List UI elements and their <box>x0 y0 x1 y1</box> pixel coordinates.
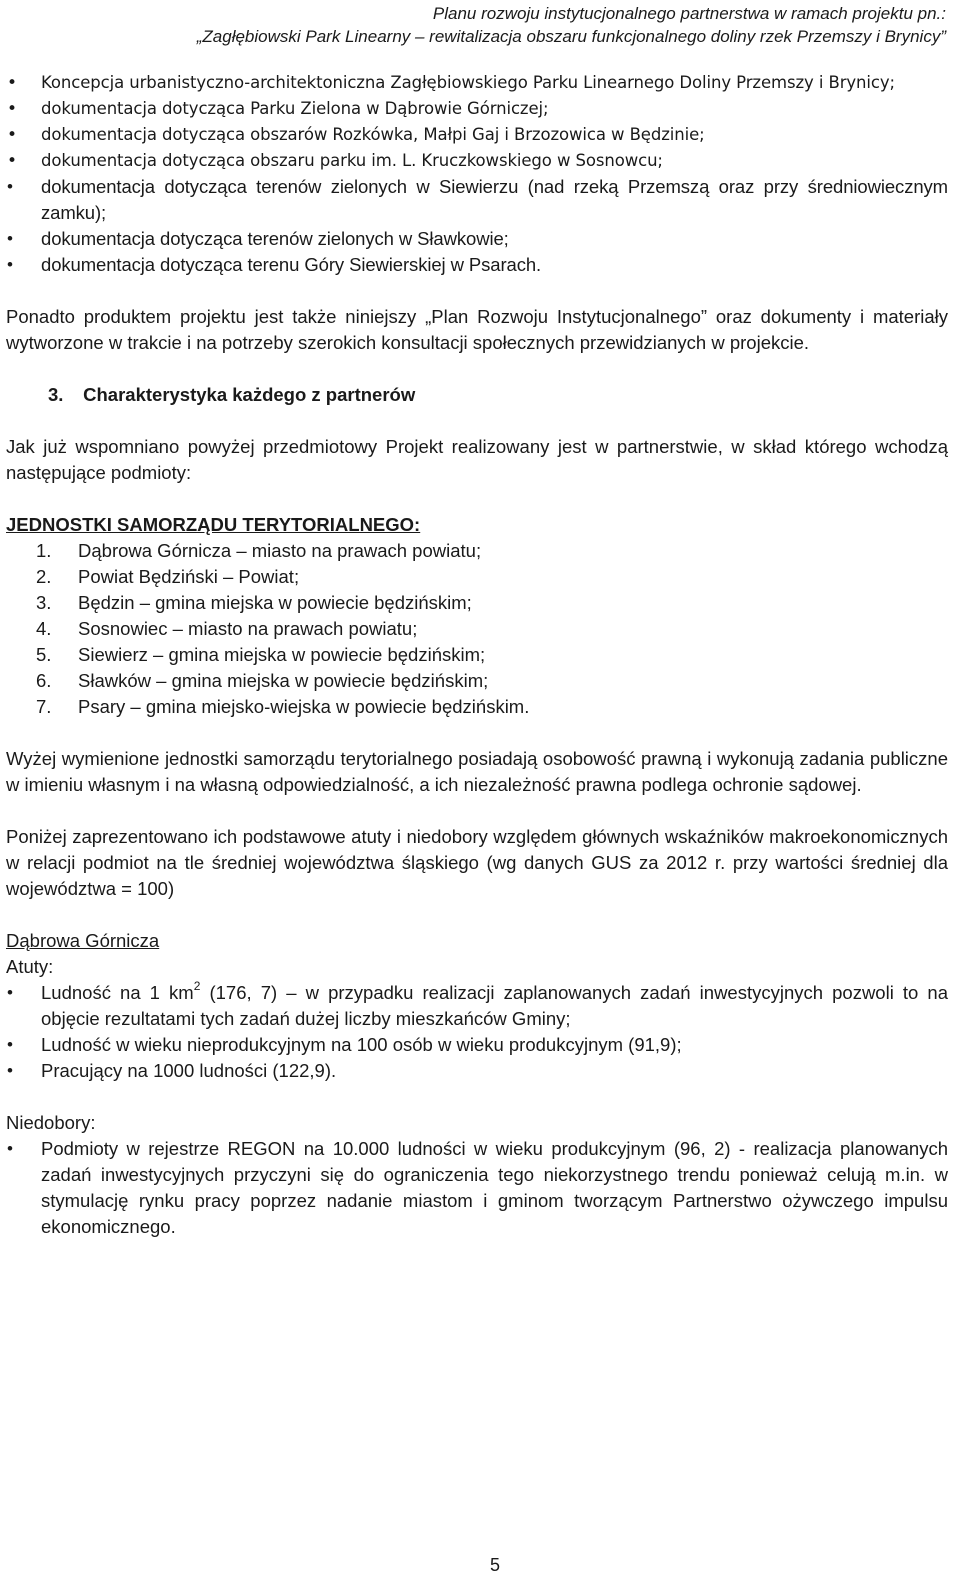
units-title: JEDNOSTKI SAMORZĄDU TERYTORIALNEGO: <box>6 514 421 535</box>
section-number: 3. <box>48 384 64 405</box>
legal-paragraph: Wyżej wymienione jednostki samorządu terytorialnego posiadają osobowość prawną i wykonują zadania publiczne w imieniu własnym i na własną odpowiedzialność, a ich niezależność prawna podlega ochronie sądowej. <box>6 748 948 795</box>
item-number: 6. <box>36 670 52 691</box>
subject-name: Dąbrowa Górnicza <box>6 930 160 951</box>
section-heading <box>48 382 948 408</box>
list-item-text: dokumentacja dotycząca obszarów Rozkówka, Małpi Gaj i Brzozowica w Będzinie; <box>41 125 705 144</box>
list-item-text: dokumentacja dotycząca terenów zielonych w Sławkowie; <box>41 228 509 249</box>
superscript: 2 <box>193 979 201 993</box>
item-number: 7. <box>36 696 52 717</box>
list-item <box>6 538 948 564</box>
bullet-icon: • <box>7 983 13 1002</box>
list-item-text: Ludność w wieku nieprodukcyjnym na 100 osób w wieku produkcyjnym (91,9); <box>41 1034 682 1055</box>
product-paragraph: Ponadto produktem projektu jest także niniejszy „Plan Rozwoju Instytucjonalnego” oraz dokumenty i materiały wytworzone w trakcie i na potrzeby szerokich konsultacji społecznych przewidzianych w projekcie. <box>6 306 948 353</box>
item-text: Sławków – gmina miejska w powiecie będzińskim; <box>78 670 489 691</box>
stats-paragraph: Poniżej zaprezentowano ich podstawowe atuty i niedobory względem głównych wskaźników makroekonomicznych w relacji podmiot na tle średniej województwa śląskiego (wg danych GUS za 2012 r. przy wartości średniej dla województwa = 100) <box>6 826 948 899</box>
list-item-text: dokumentacja dotycząca terenu Góry Siewierskiej w Psarach. <box>41 254 542 275</box>
list-item <box>6 96 948 122</box>
list-item <box>6 564 948 590</box>
list-item <box>6 1136 948 1240</box>
list-item-text: Koncepcja urbanistyczno-architektoniczna Zagłębiowskiego Parku Linearnego Doliny Przemszy i Brynicy; <box>41 73 895 92</box>
list-item <box>6 252 948 278</box>
list-item <box>6 226 948 252</box>
page-footer <box>0 1552 960 1578</box>
item-text: Psary – gmina miejsko-wiejska w powiecie będzińskim. <box>78 696 530 717</box>
item-number: 4. <box>36 618 52 639</box>
list-item-text: dokumentacja dotycząca obszaru parku im. L. Kruczkowskiego w Sosnowcu; <box>41 151 663 170</box>
list-item <box>6 616 948 642</box>
bullet-icon: • <box>7 229 13 248</box>
intro-paragraph: Jak już wspomniano powyżej przedmiotowy Projekt realizowany jest w partnerstwie, w skład którego wchodzą następujące podmioty: <box>6 436 948 483</box>
list-item <box>6 122 948 148</box>
units-list <box>6 538 948 720</box>
list-item-text: dokumentacja dotycząca Parku Zielona w Dąbrowie Górniczej; <box>41 99 549 118</box>
documentation-list <box>6 70 948 278</box>
section-title: Charakterystyka każdego z partnerów <box>83 384 416 405</box>
bullet-icon: • <box>7 73 17 93</box>
item-number: 3. <box>36 592 52 613</box>
item-text: Powiat Będziński – Powiat; <box>78 566 300 587</box>
list-item <box>6 1032 948 1058</box>
bullet-icon: • <box>7 151 17 171</box>
list-item <box>6 1058 948 1084</box>
list-item-text: Podmioty w rejestrze REGON na 10.000 ludności w wieku produkcyjnym (96, 2) - realizacja planowanych zadań inwestycyjnych przyczyni się do ograniczenia tego niekorzystnego trendu ponieważ celują m.in. w stymulację rynku pracy poprzez nadanie miastom i gminom tworzącym Partnerstwo ożywczego impulsu ekonomicznego. <box>41 1138 948 1237</box>
list-item-text: Ludność na 1 $km^2$ (176, 7) – w przypadku realizacji zaplanowanych zadań inwestycyjnych pozwoli to na objęcie rezultatami tych zadań dużej liczby mieszkańców Gminy; <box>41 979 948 1029</box>
bullet-icon: • <box>7 177 13 196</box>
item-number: 1. <box>36 540 52 561</box>
list-item-text: Pracujący na 1000 ludności (122,9). <box>41 1060 337 1081</box>
weaknesses-list <box>6 1136 948 1240</box>
item-text: Sosnowiec – miasto na prawach powiatu; <box>78 618 418 639</box>
bullet-icon: • <box>7 125 17 145</box>
page-number: 5 <box>489 1555 500 1575</box>
list-item <box>6 70 948 96</box>
list-item <box>6 148 948 174</box>
bullet-icon: • <box>7 1035 13 1054</box>
list-item <box>6 668 948 694</box>
bullet-icon: • <box>7 255 13 274</box>
item-number: 2. <box>36 566 52 587</box>
weaknesses-label: Niedobory: <box>6 1112 96 1133</box>
list-item <box>6 642 948 668</box>
strengths-list <box>6 980 948 1084</box>
strengths-label: Atuty: <box>6 956 54 977</box>
list-item-text: dokumentacja dotycząca terenów zielonych w Siewierzu (nad rzeką Przemszą oraz przy średniowiecznym zamku); <box>41 176 948 223</box>
bullet-icon: • <box>7 1061 13 1080</box>
list-item <box>6 174 948 226</box>
list-item <box>6 590 948 616</box>
header-line-2: „Zagłębiowski Park Linearny – rewitalizacja obszaru funkcjonalnego doliny rzek Przemszy i Brynicy” <box>196 27 946 46</box>
page-content <box>6 70 948 1240</box>
item-text: Będzin – gmina miejska w powiecie będzińskim; <box>78 592 472 613</box>
bullet-icon: • <box>7 99 17 119</box>
item-text: Dąbrowa Górnicza – miasto na prawach powiatu; <box>78 540 482 561</box>
bullet-icon: • <box>7 1139 13 1158</box>
page-header <box>66 2 946 48</box>
item-text: Siewierz – gmina miejska w powiecie będzińskim; <box>78 644 486 665</box>
header-line-1: Planu rozwoju instytucjonalnego partnerstwa w ramach projektu pn.: <box>432 4 946 23</box>
list-item <box>6 694 948 720</box>
item-number: 5. <box>36 644 52 665</box>
list-item <box>6 980 948 1032</box>
